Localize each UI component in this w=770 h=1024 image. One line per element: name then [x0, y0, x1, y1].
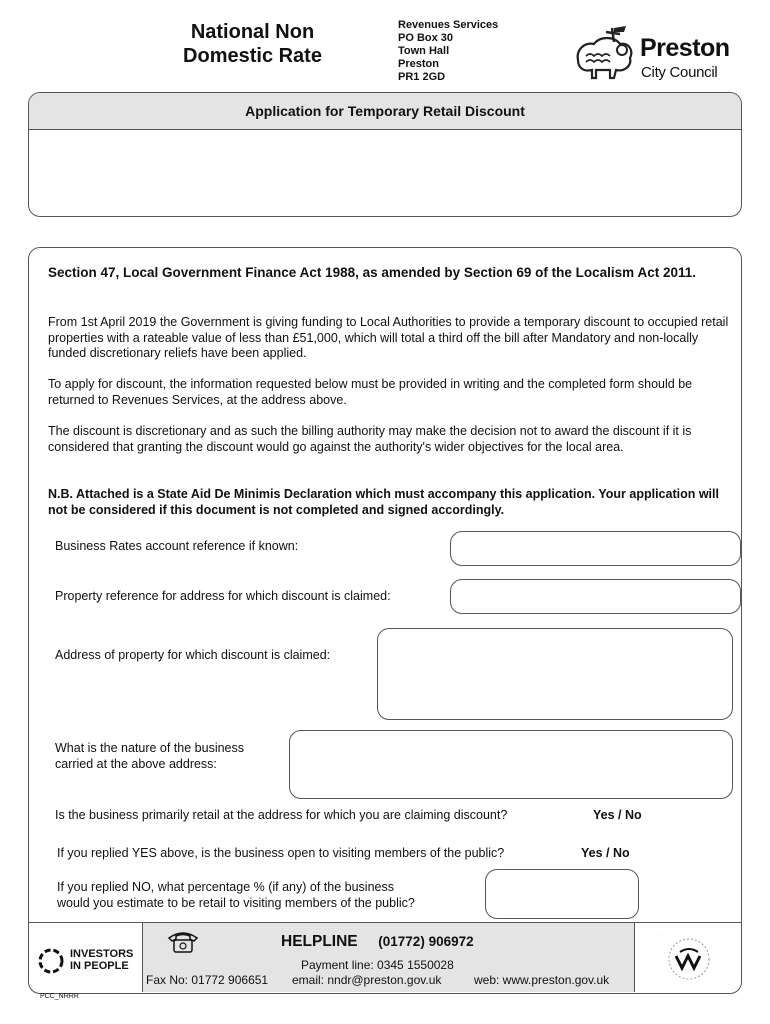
address-line: PO Box 30: [398, 32, 454, 44]
title-line-1: National Non: [190, 21, 315, 43]
fax-number: Fax No: 01772 906651: [146, 973, 269, 987]
account-ref-label: Business Rates account reference if known:: [55, 539, 299, 553]
address-line: Revenues Services: [398, 19, 499, 31]
business-nature-line-2: carried at the above address:: [55, 757, 217, 771]
address-line: Town Hall: [398, 45, 450, 57]
section-heading: Section 47, Local Government Finance Act 1988, as amended by Section 69 of the Localism Act 2011.: [48, 265, 696, 280]
disability-badge-icon: [658, 934, 720, 984]
telephone-icon: [166, 928, 200, 959]
account-ref-input[interactable]: [450, 531, 741, 566]
business-nature-label: [55, 740, 244, 772]
helpline-number: (01772) 906972: [378, 934, 474, 949]
helpline: [281, 933, 474, 951]
investors-line-2: IN PEOPLE: [70, 960, 129, 972]
address-line: PR1 2GD: [398, 71, 446, 83]
positive-about-disabled-badge: [658, 934, 720, 984]
footer-separator-right: [634, 922, 635, 992]
lamb-icon: [570, 22, 640, 84]
council-address: [398, 19, 498, 84]
title-line-2: Domestic Rate: [183, 45, 322, 67]
business-nature-line-1: What is the nature of the business: [55, 741, 244, 755]
discretion-paragraph: The discount is discretionary and as such the billing authority may make the decision not to award the discount if it is considered that granting the discount would go against the authority's wider objectives for the local area.: [48, 424, 692, 454]
nb-notice: N.B. Attached is a State Aid De Minimis Declaration which must accompany this application. Your application will not be considered if this document is not completed and signed accordingly.: [48, 487, 719, 517]
instructions-paragraph: To apply for discount, the information requested below must be provided in writing and the completed form should be returned to Revenues Services, at the address above.: [48, 377, 693, 407]
form-code: PCC_NRRR: [40, 993, 79, 1000]
email-address[interactable]: email: nndr@preston.gov.uk: [292, 973, 442, 987]
form-title-box: [28, 92, 742, 217]
form-title: Application for Temporary Retail Discount: [29, 93, 741, 130]
helpline-label: HELPLINE: [281, 933, 358, 950]
payment-line: Payment line: 0345 1550028: [301, 958, 454, 972]
percentage-question-line-1: If you replied NO, what percentage % (if any) of the business: [57, 880, 394, 894]
property-ref-input[interactable]: [450, 579, 741, 614]
badge-text: [658, 934, 659, 935]
property-address-label: Address of property for which discount is claimed:: [55, 648, 331, 662]
investors-icon: [36, 946, 66, 976]
logo-subtitle: City Council: [641, 64, 718, 81]
logo-name: Preston: [640, 34, 730, 62]
investors-line-1: INVESTORS: [70, 948, 134, 960]
intro-paragraph: From 1st April 2019 the Government is giving funding to Local Authorities to provide a temporary discount to occupied retail properties with a rateable value of less than £51,000, which will total a third off the bill after Mandatory and non-locally funded discretionary reliefs have been applied.: [48, 315, 729, 360]
preston-logo: [570, 22, 730, 84]
public-question: If you replied YES above, is the business open to visiting members of the public?: [57, 846, 505, 860]
website-link[interactable]: web: www.preston.gov.uk: [474, 973, 610, 987]
public-yes-no[interactable]: Yes / No: [581, 846, 630, 860]
page-title: [150, 20, 355, 68]
address-line: Preston: [398, 58, 439, 70]
retail-yes-no[interactable]: Yes / No: [593, 808, 642, 822]
percentage-input[interactable]: [485, 869, 639, 919]
property-ref-label: Property reference for address for which discount is claimed:: [55, 589, 391, 603]
business-nature-input[interactable]: [289, 730, 733, 799]
footer-separator-left: [142, 922, 143, 992]
retail-question: Is the business primarily retail at the address for which you are claiming discount?: [55, 808, 508, 822]
percentage-question: [57, 879, 415, 911]
percentage-question-line-2: would you estimate to be retail to visiting members of the public?: [57, 896, 415, 910]
property-address-input[interactable]: [377, 628, 733, 720]
